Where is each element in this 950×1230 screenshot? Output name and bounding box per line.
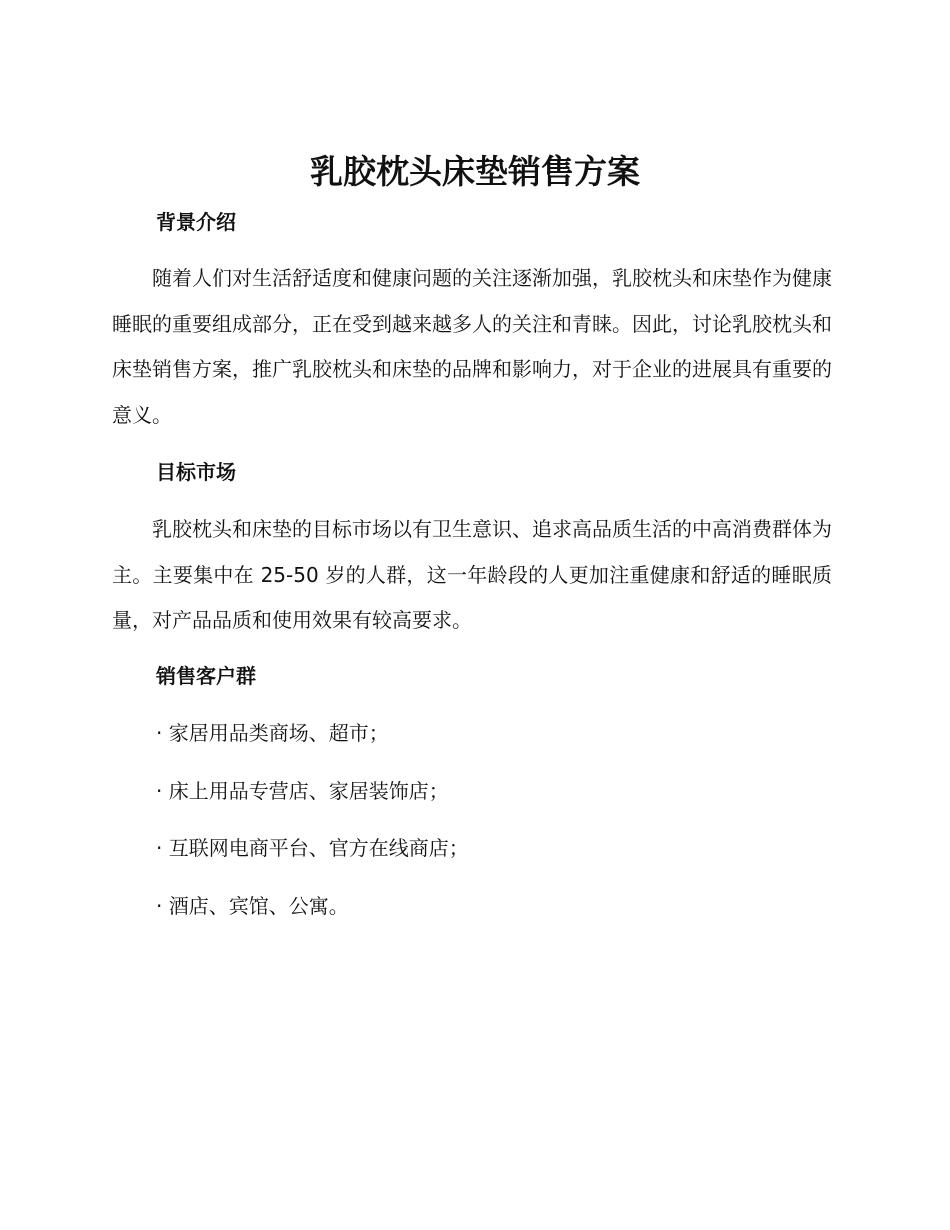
list-item: · 互联网电商平台、官方在线商店； (156, 836, 469, 860)
document-title: 乳胶枕头床垫销售方案 (310, 152, 640, 191)
list-item: · 床上用品专营店、家居装饰店； (156, 779, 449, 803)
section-heading-background: 背景介绍 (156, 210, 236, 234)
section-body-background: 随着人们对生活舒适度和健康问题的关注逐渐加强，乳胶枕头和床垫作为健康睡眠的重要组成部分，正在受到越来越多人的关注和青睐。因此，讨论乳胶枕头和床垫销售方案，推广乳胶枕头和床垫的品牌和影响力，对于企业的进展具有重要的意义。 (112, 266, 832, 427)
section-body-target-market: 乳胶枕头和床垫的目标市场以有卫生意识、追求高品质生活的中高消费群体为主。主要集中在 25-50 岁的人群，这一年龄段的人更加注重健康和舒适的睡眠质量，对产品品质和使用效果有较高要求。 (112, 517, 832, 632)
section-heading-customers: 销售客户群 (156, 664, 256, 688)
list-item: · 酒店、宾馆、公寓。 (156, 894, 349, 918)
section-heading-target-market: 目标市场 (156, 460, 236, 484)
list-item: · 家居用品类商场、超市； (156, 721, 389, 745)
